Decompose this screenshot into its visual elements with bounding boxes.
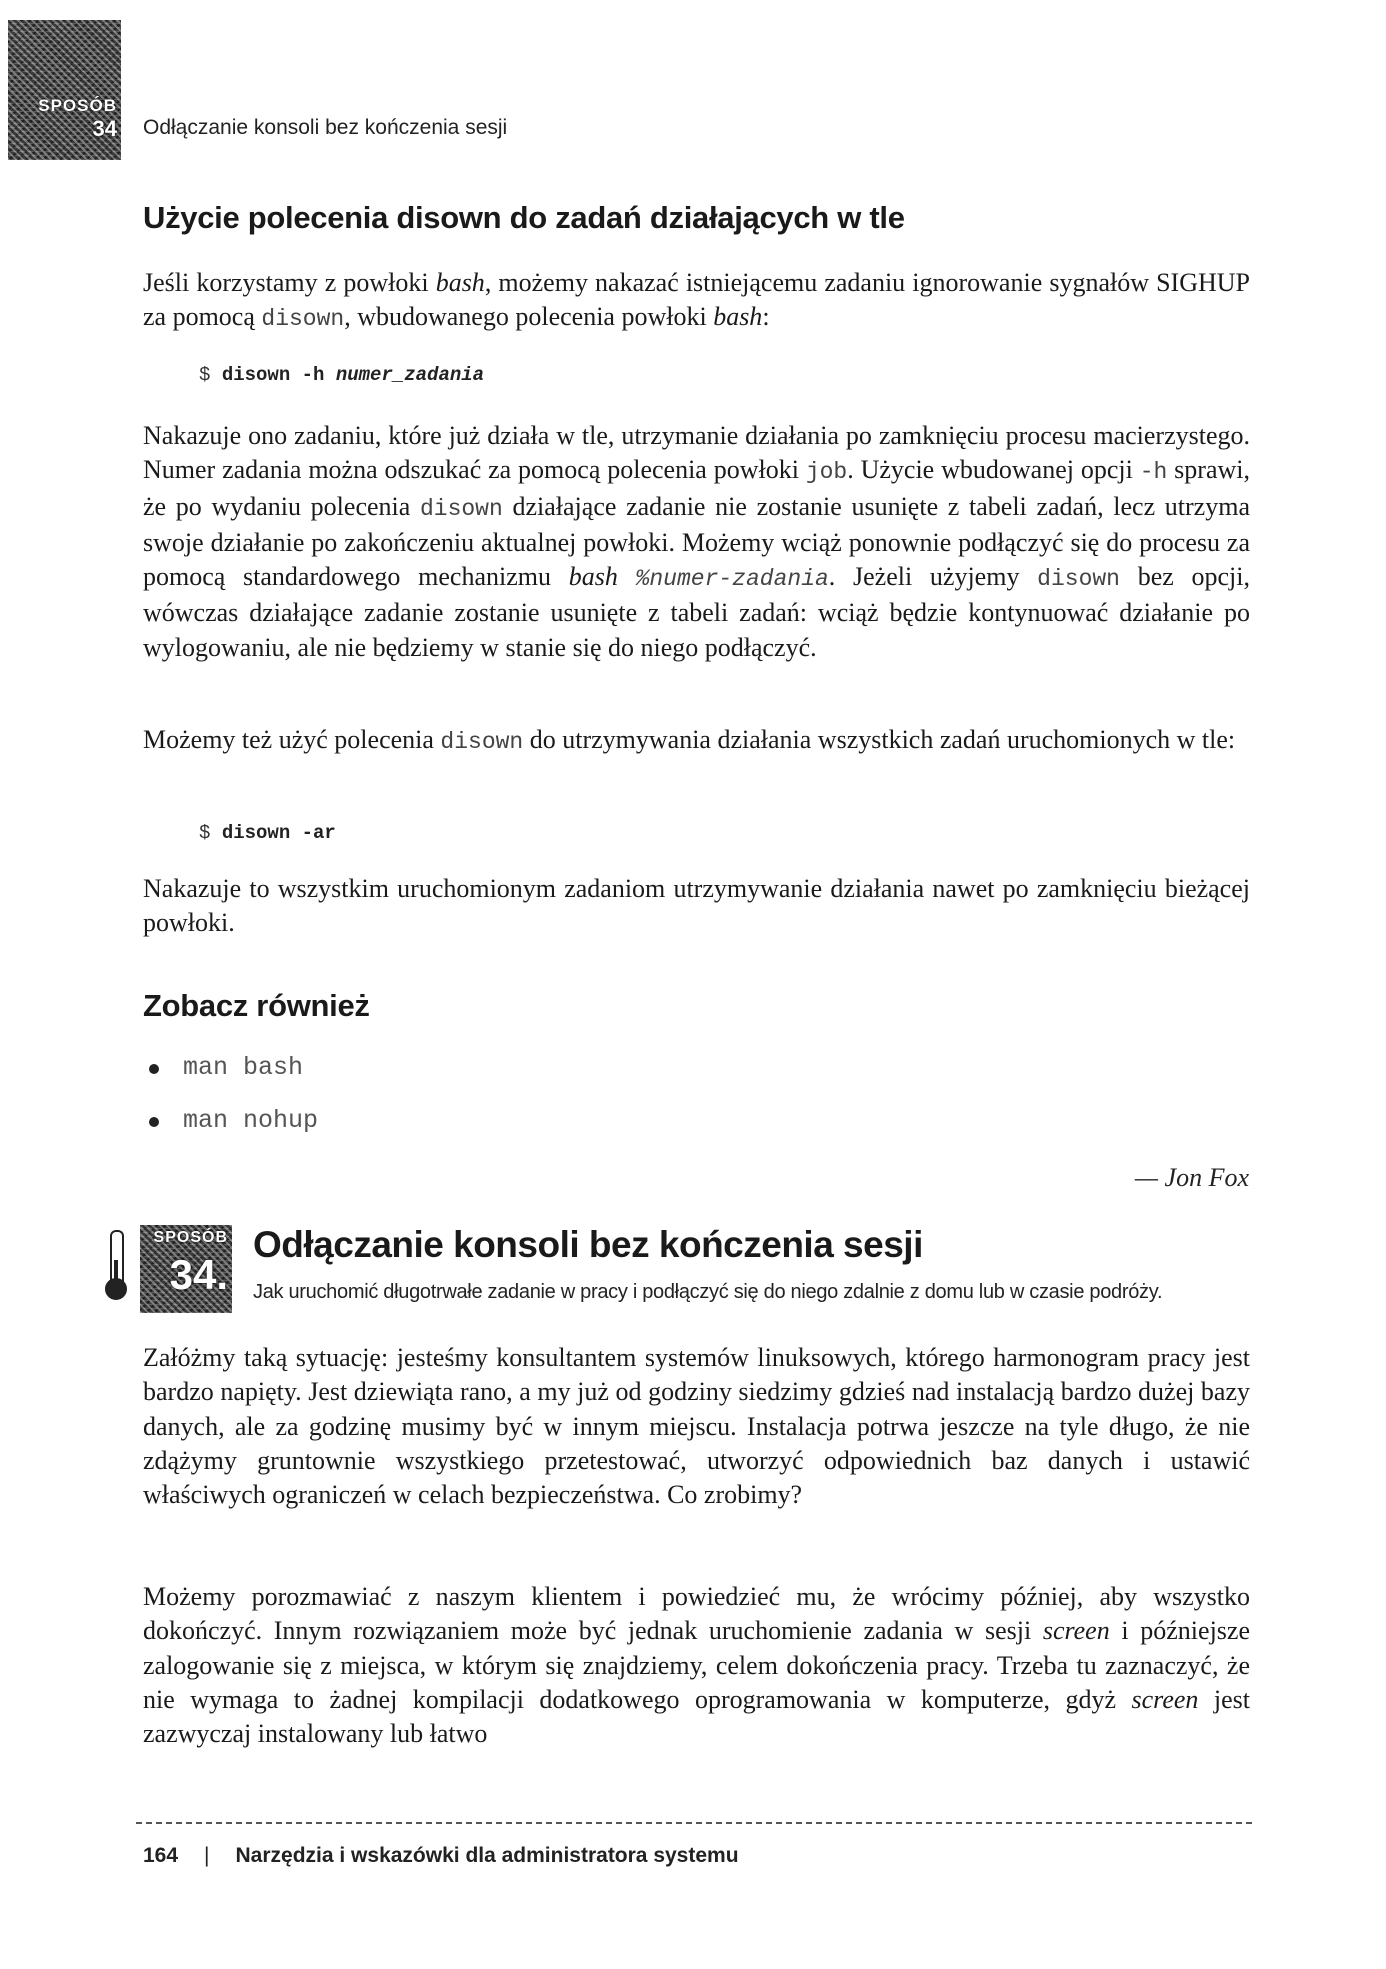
text: jest zazwyczaj instalowany lub łatwo bbox=[143, 1684, 1250, 1749]
book-title: Narzędzia i wskazówki dla administratora systemu bbox=[235, 1844, 739, 1867]
text: , wbudowanego polecenia powłoki bbox=[344, 302, 714, 332]
see-also-item: man nohup bbox=[183, 1106, 319, 1135]
paragraph-5: Załóżmy taką sytuację: jesteśmy konsultantem systemów linuksowych, którego harmonogram pracy jest bardzo napięty. Jest dziewiąta rano, a my już od godziny siedzimy gdzieś nad instalacją bardzo dużej bazy danych, ale za godzinę musimy być w innym miejscu. Instalacja potrwa jeszcze na tyle długo, że nie zdążymy gruntownie wszystkiego przetestować, utworzyć odpowiednich baz danych i ustawić właściwych ograniczeń w celach bezpieczeństwa. Co zrobimy? bbox=[143, 1343, 1250, 1510]
shell-prompt: $ bbox=[199, 822, 211, 844]
inline-code: disown bbox=[419, 495, 503, 522]
page-number: 164 bbox=[143, 1844, 179, 1867]
hack-subtitle: Jak uruchomić długotrwałe zadanie w pracy i podłączyć się do niego zdalnie z domu lub w czasie podróży. bbox=[253, 1281, 1163, 1303]
text: Nakazuje ono zadaniu, które już działa w tle, utrzymanie działania po zamknięciu procesu macierzystego. Numer zadania można odszukać za pomocą polecenia powłoki bbox=[143, 421, 1250, 485]
hack-badge-number: 34. bbox=[169, 1251, 228, 1298]
shell-prompt: $ bbox=[199, 364, 211, 386]
running-title: Odłączanie konsoli bez kończenia sesji bbox=[143, 116, 508, 139]
text: działające zadanie nie zostanie usunięte z tabeli zadań, lecz utrzyma swoje działanie po zakończeniu aktualnej powłoki. Możemy wciąż ponownie podłączyć się do procesu za pomocą standardowego mechanizmu bbox=[143, 491, 1250, 592]
text bbox=[618, 562, 636, 591]
inline-code: %numer-zadania bbox=[635, 566, 829, 593]
section-heading-disown: Użycie polecenia disown do zadań działających w tle bbox=[143, 200, 905, 235]
code-example-1 bbox=[199, 364, 484, 386]
italic-term: screen bbox=[1131, 1684, 1199, 1714]
italic-term: screen bbox=[1042, 1616, 1110, 1646]
header-badge-number: 34 bbox=[92, 116, 117, 141]
text: , możemy nakazać istniejącemu zadaniu ignorowanie sygnałów SIGHUP za pomocą bbox=[143, 268, 1250, 332]
italic-term: bash bbox=[713, 302, 763, 332]
inline-code: job bbox=[805, 459, 848, 486]
paragraph-6 bbox=[143, 1580, 1250, 1751]
italic-term: bash bbox=[435, 268, 485, 297]
paragraph-3 bbox=[143, 723, 1250, 759]
footer-separator: | bbox=[204, 1844, 210, 1867]
text: : bbox=[762, 302, 770, 332]
text: sprawi, że po wydaniu polecenia bbox=[143, 455, 1250, 521]
author-credit: — Jon Fox bbox=[1134, 1163, 1249, 1192]
paragraph-1 bbox=[143, 266, 1250, 337]
paragraph-2 bbox=[143, 419, 1250, 665]
hack-badge-word: SPOSÓB bbox=[153, 1229, 228, 1246]
header-badge-word: SPOSÓB bbox=[38, 96, 117, 115]
header-hack-badge bbox=[8, 20, 121, 160]
text: do utrzymywania działania wszystkich zadań uruchomionych w tle: bbox=[523, 725, 1236, 754]
footer-divider bbox=[136, 1822, 1252, 1824]
text: i późniejsze zalogowanie się z miejsca, w którym się znajdziemy, celem dokończenia pracy. Trzeba tu zaznaczyć, że nie wymaga to żadnej kompilacji dodatkowego oprogramowania w komputerze, gdyż bbox=[143, 1616, 1250, 1714]
command-argument: numer_zadania bbox=[335, 364, 485, 386]
paragraph-4: Nakazuje to wszystkim uruchomionym zadaniom utrzymywanie działania nawet po zamknięciu bieżącej powłoki. bbox=[143, 874, 1250, 938]
hack-badge bbox=[140, 1225, 232, 1313]
command: disown -ar bbox=[221, 822, 336, 844]
code-example-2 bbox=[199, 822, 336, 844]
see-also-list bbox=[143, 1053, 318, 1159]
inline-code: -h bbox=[1139, 459, 1168, 486]
inline-code: disown bbox=[440, 729, 524, 755]
text: . Jeżeli użyjemy bbox=[828, 562, 1038, 592]
text: . Użycie wbudowanej opcji bbox=[847, 455, 1140, 485]
bullet-icon bbox=[149, 1117, 159, 1127]
see-also-heading: Zobacz również bbox=[143, 988, 370, 1023]
text: Jeśli korzystamy z powłoki bbox=[143, 268, 436, 297]
page-footer bbox=[143, 1844, 739, 1868]
command: disown -h bbox=[221, 364, 325, 386]
hack-title: Odłączanie konsoli bez kończenia sesji bbox=[253, 1224, 923, 1265]
text: bez opcji, wówczas działające zadanie zostanie usunięte z tabeli zadań: wciąż będzie kontynuować działanie po wylogowaniu, ale nie będziemy w stanie się do niego podłączyć. bbox=[143, 562, 1251, 662]
inline-code: disown bbox=[261, 306, 345, 333]
thermometer-icon bbox=[104, 1230, 126, 1300]
italic-term: bash bbox=[568, 562, 618, 592]
text: Możemy też użyć polecenia bbox=[143, 725, 441, 754]
list-item bbox=[143, 1053, 318, 1106]
list-item bbox=[143, 1106, 318, 1159]
inline-code: disown bbox=[1037, 566, 1120, 593]
see-also-item: man bash bbox=[183, 1053, 304, 1082]
text: Możemy porozmawiać z naszym klientem i powiedzieć mu, że wrócimy później, aby wszystko dokończyć. Innym rozwiązaniem może być jednak uruchomienie zadania w sesji bbox=[143, 1582, 1250, 1646]
bullet-icon bbox=[149, 1064, 159, 1074]
